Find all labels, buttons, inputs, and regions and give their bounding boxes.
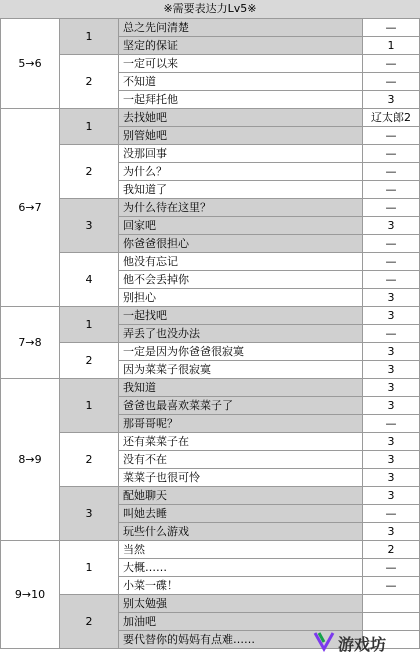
stage-label: 7→8 — [1, 307, 60, 379]
stage-label: 9→10 — [1, 541, 60, 649]
choice-text: 去找她吧 — [119, 109, 363, 127]
choice-group-number: 2 — [60, 145, 119, 199]
choice-points: — — [363, 55, 420, 73]
choice-text: 别管她吧 — [119, 127, 363, 145]
choice-text: 叫她去睡 — [119, 505, 363, 523]
table-row — [1, 595, 420, 613]
choice-text: 为什么待在这里？ — [119, 199, 363, 217]
choice-group-number: 3 — [60, 199, 119, 253]
choice-text: 不知道 — [119, 73, 363, 91]
choice-points: — — [363, 73, 420, 91]
choice-group-number: 1 — [60, 307, 119, 343]
stage-label: 8→9 — [1, 379, 60, 541]
choice-text: 别担心 — [119, 289, 363, 307]
table-row — [1, 253, 420, 271]
table-row — [1, 379, 420, 397]
choice-text: 坚定的保证 — [119, 37, 363, 55]
choice-points: 辽太郎2 — [363, 109, 420, 127]
choice-text: 那哥哥呢？ — [119, 415, 363, 433]
choice-text: 我知道 — [119, 379, 363, 397]
choice-table-body — [1, 19, 420, 649]
choice-text: 弄丢了也没办法 — [119, 325, 363, 343]
choice-group-number: 2 — [60, 343, 119, 379]
choice-points: — — [363, 559, 420, 577]
choice-group-number: 2 — [60, 595, 119, 649]
table-row — [1, 307, 420, 325]
choice-group-number: 4 — [60, 253, 119, 307]
choice-text: 大概…… — [119, 559, 363, 577]
choice-points: — — [363, 19, 420, 37]
choice-text: 菜菜子也很可怜 — [119, 469, 363, 487]
choice-points: — — [363, 253, 420, 271]
table-row — [1, 55, 420, 73]
choice-points: 3 — [363, 397, 420, 415]
choice-text: 他没有忘记 — [119, 253, 363, 271]
choice-group-number: 1 — [60, 541, 119, 595]
table-row — [1, 541, 420, 559]
choice-text: 总之先问清楚 — [119, 19, 363, 37]
choice-points: — — [363, 325, 420, 343]
choice-table — [0, 18, 420, 649]
table-row — [1, 343, 420, 361]
choice-points: 3 — [363, 217, 420, 235]
choice-group-number: 3 — [60, 487, 119, 541]
choice-points: 3 — [363, 289, 420, 307]
choice-points — [363, 613, 420, 631]
choice-points: 3 — [363, 523, 420, 541]
choice-text: 你爸爸很担心 — [119, 235, 363, 253]
choice-group-number: 1 — [60, 379, 119, 433]
choice-text: 没有不在 — [119, 451, 363, 469]
choice-points: — — [363, 127, 420, 145]
choice-text: 别太勉强 — [119, 595, 363, 613]
choice-points: 3 — [363, 343, 420, 361]
choice-points: — — [363, 235, 420, 253]
table-row — [1, 433, 420, 451]
choice-text: 配她聊天 — [119, 487, 363, 505]
table-row — [1, 487, 420, 505]
table-row — [1, 109, 420, 127]
watermark-text: 游戏坊 — [338, 635, 387, 654]
choice-text: 爸爸也最喜欢菜菜子了 — [119, 397, 363, 415]
choice-group-number: 2 — [60, 433, 119, 487]
choice-points: — — [363, 505, 420, 523]
sheet-title: ※需要表达力Lv5※ — [0, 0, 420, 18]
choice-group-number: 1 — [60, 109, 119, 145]
table-row — [1, 199, 420, 217]
choice-text: 当然 — [119, 541, 363, 559]
choice-points: — — [363, 577, 420, 595]
choice-text: 小菜一碟！ — [119, 577, 363, 595]
choice-text: 一定是因为你爸爸很寂寞 — [119, 343, 363, 361]
choice-points: 1 — [363, 37, 420, 55]
choice-points: 3 — [363, 379, 420, 397]
choice-text: 加油吧 — [119, 613, 363, 631]
choice-points: 3 — [363, 307, 420, 325]
choice-text: 还有菜菜子在 — [119, 433, 363, 451]
choice-text: 没那回事 — [119, 145, 363, 163]
watermark-logo-icon — [313, 630, 335, 652]
choice-points: 3 — [363, 91, 420, 109]
choice-points: 2 — [363, 541, 420, 559]
choice-text: 回家吧 — [119, 217, 363, 235]
choice-text: 玩些什么游戏 — [119, 523, 363, 541]
choice-text: 一定可以来 — [119, 55, 363, 73]
choice-text: 因为菜菜子很寂寞 — [119, 361, 363, 379]
choice-text: 一起找吧 — [119, 307, 363, 325]
stage-label: 6→7 — [1, 109, 60, 307]
choice-points — [363, 595, 420, 613]
choice-points: — — [363, 415, 420, 433]
choice-points: 3 — [363, 487, 420, 505]
choice-text: 他不会丢掉你 — [119, 271, 363, 289]
table-row — [1, 19, 420, 37]
choice-group-number: 2 — [60, 55, 119, 109]
choice-text: 为什么？ — [119, 163, 363, 181]
choice-points: — — [363, 199, 420, 217]
choice-text: 一起拜托他 — [119, 91, 363, 109]
choice-points: 3 — [363, 433, 420, 451]
choice-points: 3 — [363, 469, 420, 487]
choice-points: — — [363, 145, 420, 163]
choice-points: — — [363, 181, 420, 199]
stage-label: 5→6 — [1, 19, 60, 109]
choice-text: 要代替你的妈妈有点难…… — [119, 631, 363, 649]
choice-text: 我知道了 — [119, 181, 363, 199]
table-row — [1, 145, 420, 163]
choice-points: 3 — [363, 361, 420, 379]
choice-points: — — [363, 163, 420, 181]
choice-points: 3 — [363, 451, 420, 469]
choice-group-number: 1 — [60, 19, 119, 55]
choice-points: — — [363, 271, 420, 289]
